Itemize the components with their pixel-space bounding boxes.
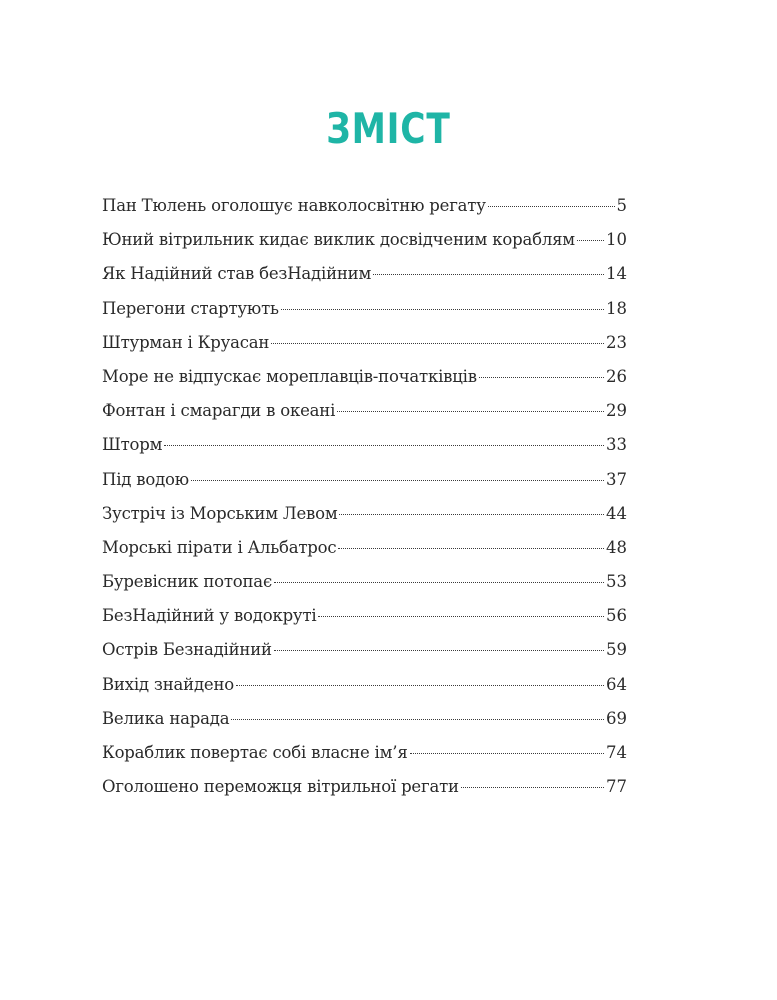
toc-entry-page: 56 bbox=[606, 606, 627, 626]
dot-leader bbox=[339, 514, 604, 515]
dot-leader bbox=[191, 480, 604, 481]
dot-leader bbox=[271, 343, 604, 344]
toc-entry-title: Острів Безнадійний bbox=[102, 640, 272, 660]
toc-entry-page: 33 bbox=[606, 435, 627, 455]
toc-entry-title: Перегони стартують bbox=[102, 298, 279, 318]
toc-entry bbox=[102, 333, 627, 367]
toc-entry-page: 14 bbox=[606, 264, 627, 284]
toc-entry-title: Фонтан і смарагди в океані bbox=[102, 401, 336, 421]
dot-leader bbox=[461, 787, 604, 788]
dot-leader bbox=[338, 548, 604, 549]
toc-entry-title: Пан Тюлень оголошує навколосвітню регату bbox=[102, 196, 486, 215]
toc-entry-title: Кораблик повертає собі власне ім’я bbox=[102, 743, 408, 762]
toc-entry-title: Як Надійний став безНадійним bbox=[102, 264, 372, 284]
toc-entry bbox=[102, 264, 627, 298]
toc-entry-title: Море не відпускає мореплавців-початківців bbox=[102, 366, 477, 386]
toc-entry-page: 74 bbox=[606, 743, 627, 762]
toc-entry bbox=[102, 470, 627, 504]
toc-entry-title: Під водою bbox=[102, 469, 189, 489]
dot-leader bbox=[577, 240, 604, 241]
dot-leader bbox=[164, 445, 604, 446]
dot-leader bbox=[274, 650, 604, 651]
toc-entry-page: 77 bbox=[606, 777, 627, 797]
dot-leader bbox=[410, 753, 604, 754]
dot-leader bbox=[231, 719, 604, 720]
toc-entry-page: 37 bbox=[606, 469, 627, 489]
toc-entry-page: 69 bbox=[606, 708, 627, 728]
toc-entry bbox=[102, 777, 627, 811]
toc-entry-page: 5 bbox=[616, 196, 627, 215]
toc-entry bbox=[102, 640, 627, 674]
toc-entry-page: 53 bbox=[606, 572, 627, 592]
toc-entry-title: Зустріч із Морським Левом bbox=[102, 503, 338, 523]
toc-entry-title: БезНадійний у водокруті bbox=[102, 606, 317, 626]
toc-entry-page: 48 bbox=[606, 537, 627, 557]
toc-entry-title: Шторм bbox=[102, 435, 163, 455]
toc-entry-title: Велика нарада bbox=[102, 708, 230, 728]
toc-entry-page: 59 bbox=[606, 640, 627, 660]
dot-leader bbox=[337, 411, 604, 412]
toc-entry-page: 10 bbox=[606, 230, 627, 250]
toc-entry bbox=[102, 367, 627, 401]
toc-entry bbox=[102, 743, 627, 777]
dot-leader bbox=[281, 309, 604, 310]
toc-entry bbox=[102, 675, 627, 709]
toc-entry bbox=[102, 401, 627, 435]
toc-entry bbox=[102, 538, 627, 572]
dot-leader bbox=[479, 377, 604, 378]
table-of-contents bbox=[102, 196, 627, 811]
toc-entry bbox=[102, 572, 627, 606]
toc-entry-title: Штурман і Круасан bbox=[102, 332, 270, 352]
toc-entry bbox=[102, 196, 627, 230]
toc-entry bbox=[102, 504, 627, 538]
page-title: ЗМІСТ bbox=[326, 104, 451, 153]
toc-entry-title: Юний вітрильник кидає виклик досвідченим кораблям bbox=[102, 230, 575, 250]
dot-leader bbox=[373, 274, 604, 275]
toc-entry-page: 23 bbox=[606, 332, 627, 352]
toc-entry-page: 44 bbox=[606, 503, 627, 523]
toc-entry-title: Морські пірати і Альбатрос bbox=[102, 537, 337, 557]
toc-entry bbox=[102, 606, 627, 640]
toc-entry-page: 64 bbox=[606, 674, 627, 694]
toc-entry-page: 29 bbox=[606, 401, 627, 421]
dot-leader bbox=[318, 616, 604, 617]
toc-entry-page: 26 bbox=[606, 366, 627, 386]
toc-entry bbox=[102, 709, 627, 743]
toc-entry-title: Вихід знайдено bbox=[102, 674, 234, 694]
dot-leader bbox=[488, 206, 615, 207]
toc-entry-title: Оголошено переможця вітрильної регати bbox=[102, 777, 459, 797]
toc-entry-page: 18 bbox=[606, 298, 627, 318]
dot-leader bbox=[236, 685, 604, 686]
toc-entry-title: Буревісник потопає bbox=[102, 572, 272, 592]
toc-entry bbox=[102, 230, 627, 264]
toc-entry bbox=[102, 435, 627, 469]
toc-entry bbox=[102, 299, 627, 333]
dot-leader bbox=[274, 582, 604, 583]
